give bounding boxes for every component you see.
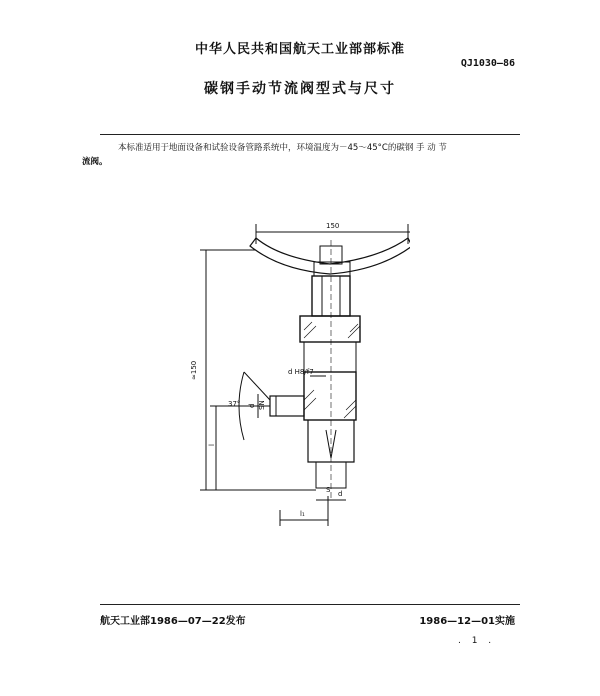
- l1-label: l₁: [300, 510, 305, 518]
- page-number: . 1 .: [458, 636, 496, 646]
- angle-label: 37°: [228, 400, 241, 408]
- dim-height-label: ≈150: [190, 360, 198, 380]
- scope-text: 本标准适用于地面设备和试验设备管路系统中，环境温度为－45～45°C的碳钢 手 动 节: [118, 143, 447, 153]
- dim-top-label: 150: [326, 222, 340, 230]
- valve-body-upper: [300, 316, 360, 342]
- sn-label: SN: [258, 400, 266, 410]
- valve-body: [304, 372, 356, 420]
- bottom-d-label: d: [338, 490, 343, 498]
- tolerance-label: d H8/f7: [288, 368, 314, 376]
- org-standard-title: 中华人民共和国航天工业部部标准: [194, 42, 405, 57]
- issue-date: 航天工业部1986—07—22发布: [100, 616, 246, 627]
- s-label: S: [326, 486, 331, 494]
- top-rule: [100, 134, 520, 135]
- bottom-rule: [100, 604, 520, 605]
- l-label: l: [208, 444, 216, 446]
- inlet-d-label: d: [248, 403, 256, 408]
- scope-text-tail: 流阀。: [82, 157, 108, 167]
- standard-code: QJ1030—86: [460, 58, 515, 69]
- handwheel: [250, 238, 410, 274]
- scope-paragraph: [82, 141, 520, 169]
- valve-drawing: [150, 200, 410, 550]
- document-title: 碳钢手动节流阀型式与尺寸: [204, 81, 396, 97]
- side-inlet: [270, 396, 304, 416]
- effective-date: 1986—12—01实施: [419, 616, 515, 627]
